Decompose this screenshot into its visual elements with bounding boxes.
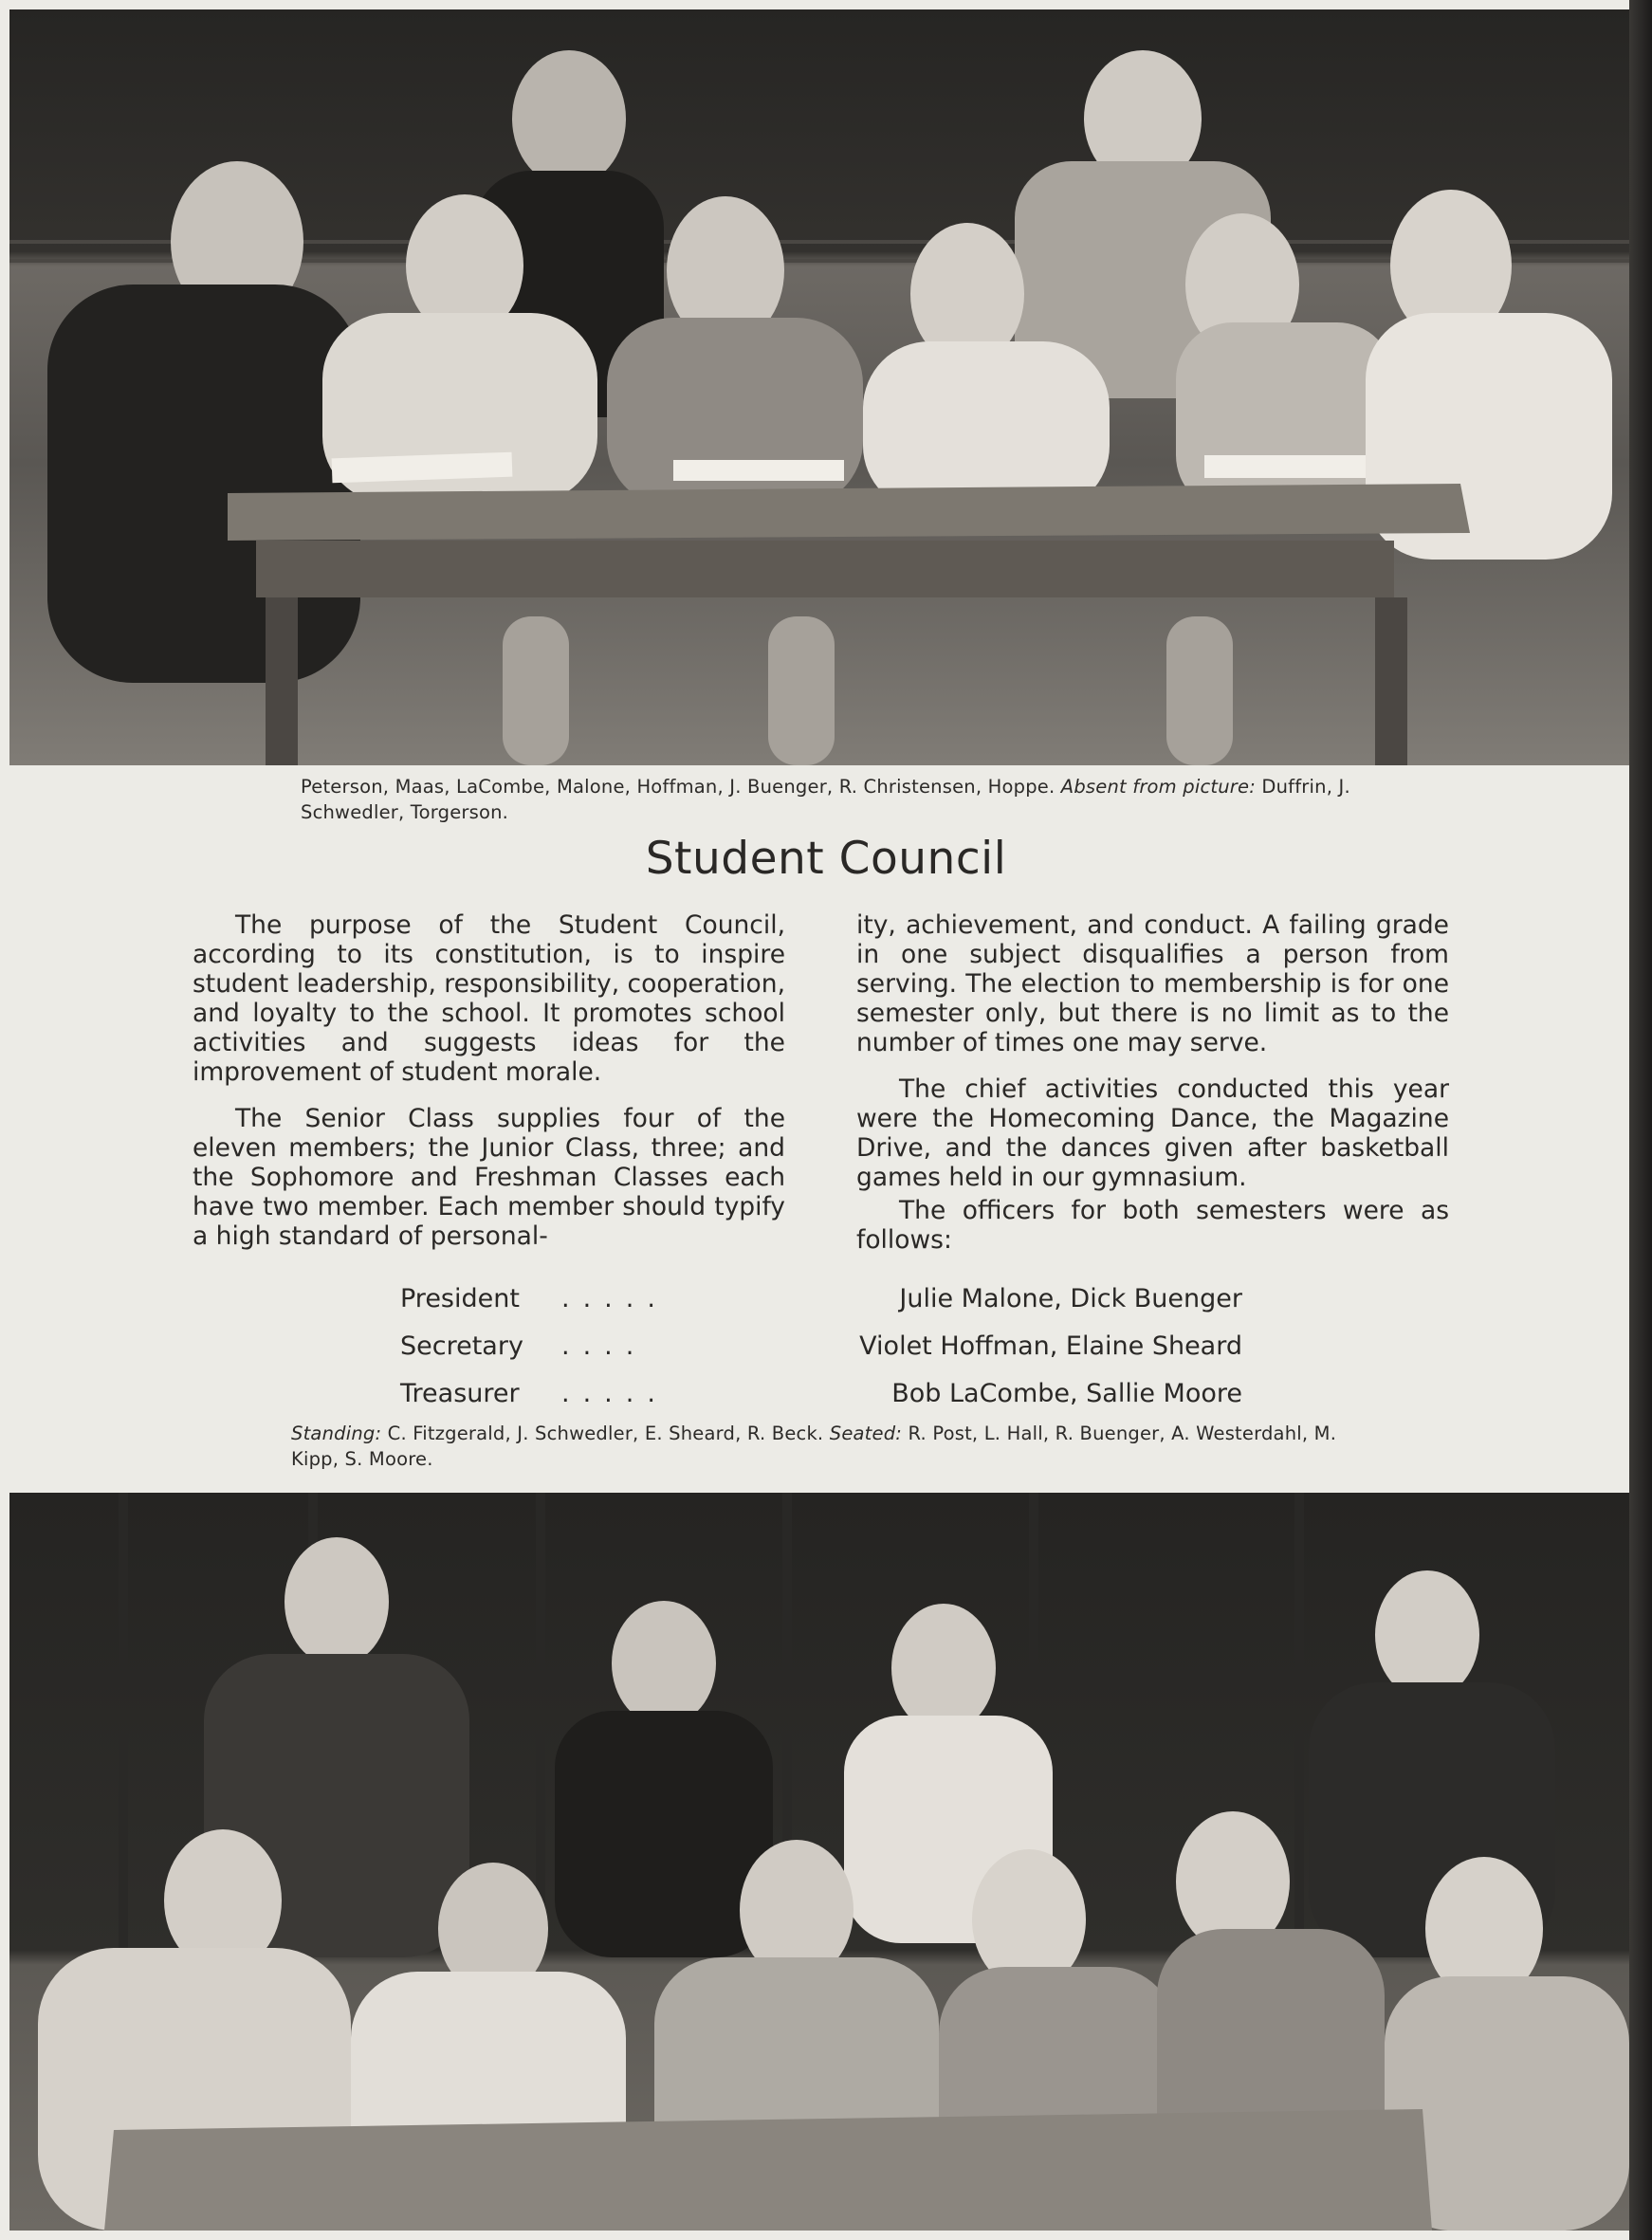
paragraph: ity, achievement, and conduct. A failing grade in one subject disqualifies a person from serving. The election to membership is for one semester only, but there is no limit as to the number of times one may serve. [856, 910, 1449, 1057]
leader-dots: ..... [561, 1284, 669, 1313]
top-group-photo [9, 9, 1629, 765]
page-binding-edge [1629, 0, 1652, 2240]
top-caption-names: Peterson, Maas, LaCombe, Malone, Hoffman, J. Buenger, R. Christensen, Hoppe. [301, 776, 1055, 798]
paragraph: The officers for both semesters were as follows: [856, 1196, 1449, 1255]
officer-role: Treasurer [400, 1379, 520, 1408]
officer-names: Bob LaCombe, Sallie Moore [891, 1379, 1242, 1408]
officer-names: Violet Hoffman, Elaine Sheard [859, 1331, 1242, 1361]
officers-list [400, 1276, 1242, 1418]
absent-names: Duffrin, J. Schwedler, Torgerson. [301, 776, 1350, 823]
officer-names: Julie Malone, Dick Buenger [899, 1284, 1242, 1313]
officer-row-treasurer [400, 1370, 1242, 1418]
officer-role: President [400, 1284, 520, 1313]
leader-dots: .... [561, 1331, 648, 1361]
standing-names: C. Fitzgerald, J. Schwedler, E. Sheard, R. Beck. [387, 1423, 824, 1444]
paragraph: The purpose of the Student Council, according to its constitution, is to inspire student leadership, responsibility, cooperation, and loyalty to the school. It promotes school activities and suggests ideas for the improvement of student morale. [193, 910, 785, 1087]
bottom-photo-caption [291, 1421, 1344, 1472]
page-title: Student Council [645, 833, 1007, 885]
officer-row-secretary [400, 1323, 1242, 1370]
officer-row-president [400, 1276, 1242, 1323]
seated-label: Seated: [829, 1423, 903, 1444]
left-text-column [193, 910, 785, 1268]
seated-names: R. Post, L. Hall, R. Buenger, A. Westerdahl, M. Kipp, S. Moore. [291, 1423, 1337, 1470]
paragraph: The chief activities conducted this year were the Homecoming Dance, the Magazine Drive, and the dances given after basketball games held in our gymnasium. [856, 1074, 1449, 1192]
standing-label: Standing: [291, 1423, 382, 1444]
right-text-column [856, 910, 1449, 1272]
paragraph: The Senior Class supplies four of the eleven members; the Junior Class, three; and the Sophomore and Freshman Classes each have two member. Each member should typify a high standard of personal- [193, 1104, 785, 1251]
absent-label: Absent from picture: [1060, 776, 1256, 798]
leader-dots: ..... [561, 1379, 669, 1408]
bottom-group-photo [9, 1493, 1629, 2231]
officer-role: Secretary [400, 1331, 523, 1361]
top-photo-caption [301, 774, 1353, 825]
